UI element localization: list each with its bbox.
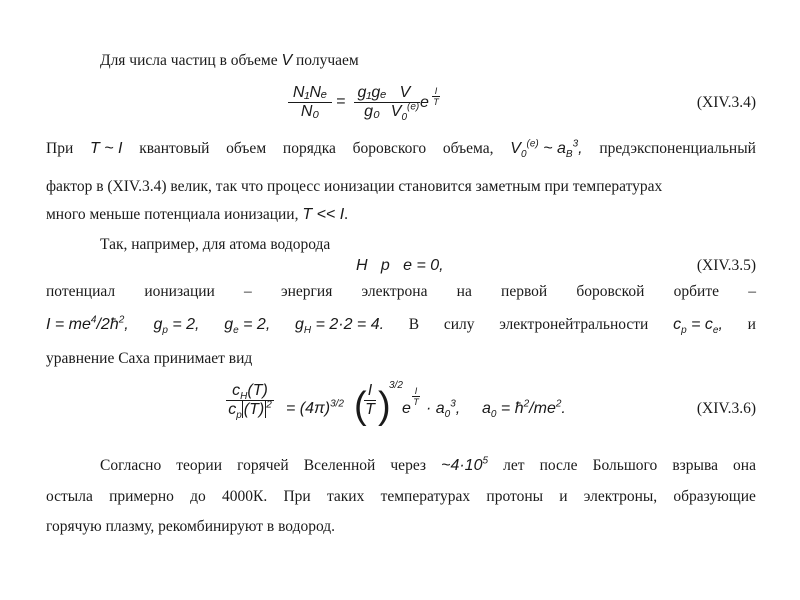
- word: температурах: [380, 488, 471, 505]
- eq1-exponential: [420, 94, 429, 112]
- eq1-numerator: N₁Nₑ: [292, 84, 328, 101]
- exp-numerator: I: [434, 86, 438, 96]
- word: первой: [501, 283, 548, 300]
- math-var: /me: [529, 400, 556, 417]
- subscript: p: [681, 325, 687, 337]
- eq1-v-numerator: V: [399, 84, 411, 101]
- math-var: = 2,: [243, 316, 271, 333]
- text-line-3: фактор в (XIV.3.4) велик, так что процесс ионизации становится заметным при температурах: [46, 178, 663, 195]
- eq1-mid-denominator: g₀: [354, 102, 390, 121]
- eq3-numerator: [226, 382, 274, 403]
- word: предэкспоненциальный: [599, 140, 756, 157]
- math-var: = 2·2 = 4: [315, 316, 380, 333]
- punct: ,: [578, 140, 583, 157]
- math-var: e: [420, 94, 429, 111]
- exp-denominator: T: [433, 97, 439, 107]
- math-expr: [153, 316, 200, 337]
- paren-denominator: T: [365, 401, 375, 418]
- word: ионизации: [144, 283, 215, 300]
- math-var: ~ a: [543, 140, 566, 157]
- eq1-equals: =: [336, 93, 346, 110]
- text-line-9: [100, 457, 756, 475]
- equation-2: H p e = 0,: [356, 257, 444, 274]
- word: электронейтральности: [499, 316, 649, 333]
- math-var: g: [224, 316, 234, 333]
- superscript: 4: [90, 314, 97, 326]
- math-expr: T ~ I: [90, 140, 123, 157]
- superscript: 3: [450, 398, 456, 410]
- subscript: 0: [490, 409, 497, 421]
- paren-numerator: I: [367, 382, 373, 399]
- word: она: [733, 457, 756, 474]
- word: 4000К.: [222, 488, 268, 505]
- eq1-fraction-mid: [354, 84, 390, 121]
- superscript: (e): [407, 101, 420, 113]
- math-var: V: [390, 103, 402, 120]
- math-var: g: [153, 316, 163, 333]
- text-line-4: [46, 206, 756, 224]
- text-span: много меньше потенциала ионизации,: [46, 206, 299, 223]
- word: электрона: [361, 283, 428, 300]
- text-line-6: [46, 283, 756, 301]
- eq1-v-denominator: [390, 101, 420, 124]
- word: боровского: [352, 140, 427, 157]
- math-var: c: [673, 316, 682, 333]
- text-line-1: [100, 52, 756, 70]
- math-var: = (4π): [286, 400, 331, 417]
- word: –: [748, 283, 756, 300]
- math-expr: [224, 316, 271, 337]
- math-var: · a: [426, 400, 445, 417]
- math-var: c: [228, 401, 237, 418]
- eq1-fraction-left: [288, 84, 332, 121]
- text-line-5: Так, например, для атома водорода: [100, 236, 331, 253]
- eq1-exp-fraction: [432, 86, 440, 107]
- equation-label-3: (XIV.3.6): [696, 400, 756, 417]
- eq3-exponential: [402, 400, 411, 418]
- equation-label-1: (XIV.3.4): [696, 94, 756, 111]
- math-var: = 2,: [172, 316, 200, 333]
- eq3-fraction: [226, 382, 274, 422]
- math-var: V: [281, 52, 293, 69]
- word: и: [747, 316, 756, 333]
- word: электроны,: [583, 488, 658, 505]
- word: теории: [176, 457, 223, 474]
- superscript: 3: [572, 138, 579, 150]
- superscript: 2: [555, 398, 562, 410]
- equation-label-2: (XIV.3.5): [696, 257, 756, 274]
- math-expr: T << I: [302, 206, 345, 223]
- word: остыла: [46, 488, 93, 505]
- text-line-11: горячую плазму, рекомбинируют в водород.: [46, 518, 336, 535]
- eq3-paren-fraction: [364, 382, 376, 419]
- math-expr: [294, 316, 385, 337]
- text-span: Для числа частиц в объеме: [100, 52, 278, 69]
- word: на: [456, 283, 472, 300]
- word: таких: [326, 488, 365, 505]
- eq3-a0-definition: [482, 398, 566, 421]
- text-line-8: уравнение Саха принимает вид: [46, 350, 253, 367]
- word: образующие: [673, 488, 756, 505]
- math-expr: [673, 316, 723, 337]
- exp-denominator: T: [413, 397, 419, 407]
- eq3-tail: [426, 398, 461, 421]
- math-var: e: [402, 400, 411, 417]
- word: лет: [503, 457, 525, 474]
- punct: ,: [455, 400, 461, 417]
- word: –: [244, 283, 252, 300]
- word: орбите: [673, 283, 719, 300]
- eq3-middle: [286, 400, 344, 418]
- word: порядка: [282, 140, 336, 157]
- math-var: = c: [691, 316, 713, 333]
- math-var: V: [510, 140, 521, 157]
- text-line-2: [46, 138, 756, 161]
- subscript: e: [233, 325, 239, 337]
- math-var: (T): [243, 401, 265, 418]
- word: примерно: [109, 488, 174, 505]
- math-var: g: [294, 316, 304, 333]
- eq3-paren-superscript: 3/2: [389, 380, 403, 391]
- subscript: p: [162, 325, 168, 337]
- punct: ,: [718, 316, 723, 333]
- word: горячей: [237, 457, 289, 474]
- subscript: 0: [444, 409, 451, 421]
- subscript: H: [240, 391, 248, 403]
- word: объема,: [442, 140, 494, 157]
- subscript: p: [236, 410, 242, 422]
- text-span: получаем: [296, 52, 359, 69]
- superscript: 2: [118, 314, 125, 326]
- word: боровской: [576, 283, 645, 300]
- word: Большого: [592, 457, 658, 474]
- word: энергия: [280, 283, 333, 300]
- superscript: 2: [266, 399, 272, 411]
- math-expr: [441, 457, 488, 475]
- eq3-paren-open: (: [354, 385, 367, 427]
- eq1-fraction-v: [390, 84, 420, 124]
- word: до: [190, 488, 206, 505]
- word: Вселенной: [303, 457, 376, 474]
- punct: .: [379, 316, 385, 333]
- word: Согласно: [100, 457, 162, 474]
- text-line-7: [46, 314, 756, 337]
- eq1-mid-numerator: g₁gₑ: [357, 84, 387, 101]
- math-expr: [510, 138, 583, 161]
- word: объем: [226, 140, 267, 157]
- subscript: B: [565, 149, 573, 161]
- math-var: ~4·10: [441, 457, 483, 474]
- math-var: (T): [247, 382, 268, 399]
- word: взрыва: [672, 457, 718, 474]
- superscript: 5: [482, 455, 489, 467]
- subscript: 0: [520, 149, 527, 161]
- word: При: [46, 140, 74, 157]
- math-var: /2ħ: [96, 316, 119, 333]
- word: При: [283, 488, 311, 505]
- superscript: 3/2: [330, 398, 344, 410]
- word: силу: [443, 316, 475, 333]
- subscript: H: [303, 325, 312, 337]
- eq3-exp-fraction: [412, 386, 420, 407]
- math-var: a: [482, 400, 491, 417]
- word: потенциал: [46, 283, 116, 300]
- text-line-10: [46, 488, 756, 506]
- word: квантовый: [139, 140, 210, 157]
- exp-numerator: I: [414, 386, 418, 396]
- math-expr: $I = me^4/2ħ^2$,: [46, 314, 129, 333]
- word: протоны: [486, 488, 544, 505]
- word: после: [539, 457, 578, 474]
- math-var: I = me: [46, 316, 91, 333]
- eq3-paren-close: ): [378, 385, 391, 427]
- superscript: 2: [523, 398, 530, 410]
- math-var: = ħ: [500, 400, 524, 417]
- subscript: 0: [401, 112, 407, 124]
- word: В: [408, 316, 420, 333]
- word: через: [390, 457, 427, 474]
- punct: .: [344, 206, 349, 223]
- eq3-denominator: [226, 399, 274, 422]
- eq1-denominator: N₀: [288, 102, 332, 121]
- word: и: [559, 488, 568, 505]
- math-var: c: [232, 382, 241, 399]
- superscript: (e): [526, 138, 539, 150]
- subscript: e: [712, 325, 719, 337]
- punct: .: [561, 400, 566, 417]
